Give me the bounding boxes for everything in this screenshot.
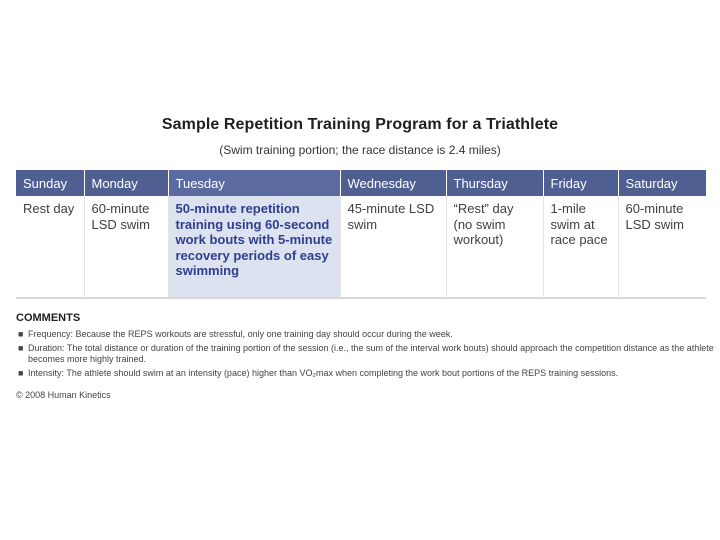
comments-heading: COMMENTS [16,312,81,324]
comment-item-intensity [16,368,716,379]
bullet-square-icon: ■ [18,343,24,353]
bullet-square-icon: ■ [18,329,24,339]
comment-text: Duration: The total distance or duration of the training portion of the session (i.e., the sum of the interval work bouts) should approach the competition distance as the athlete becomes more highly trained. [28,343,714,364]
copyright-notice: © 2008 Human Kinetics [16,390,111,400]
cell-monday: 60-minute LSD swim [84,196,168,298]
comments-section [16,312,716,382]
bullet-square-icon: ■ [18,368,24,378]
table-row [16,196,706,298]
header-saturday: Saturday [618,170,706,196]
header-thursday: Thursday [446,170,543,196]
comment-item-frequency [16,329,716,340]
header-friday: Friday [543,170,618,196]
cell-saturday: 60-minute LSD swim [618,196,706,298]
training-schedule-table [16,170,706,299]
table-header-row [16,170,706,196]
cell-tuesday: 50-minute repetition training using 60-second work bouts with 5-minute recovery periods of easy swimming [168,196,340,298]
document-title: Sample Repetition Training Program for a Triathlete [161,116,559,133]
cell-thursday: “Rest” day (no swim workout) [446,196,543,298]
cell-wednesday: 45-minute LSD swim [340,196,446,298]
cell-friday: 1-mile swim at race pace [543,196,618,298]
comments-list [16,329,716,379]
cell-sunday: Rest day [16,196,84,298]
comment-text: Intensity: The athlete should swim at an intensity (pace) higher than VO₂max when completing the work bout portions of the REPS training sessions. [28,368,619,378]
comment-item-duration [16,343,716,365]
header-tuesday: Tuesday [168,170,340,196]
header-monday: Monday [84,170,168,196]
header-sunday: Sunday [16,170,84,196]
header-wednesday: Wednesday [340,170,446,196]
comment-text: Frequency: Because the REPS workouts are stressful, only one training day should occur during the week. [28,329,453,339]
document-subtitle: (Swim training portion; the race distance is 2.4 miles) [219,143,501,157]
